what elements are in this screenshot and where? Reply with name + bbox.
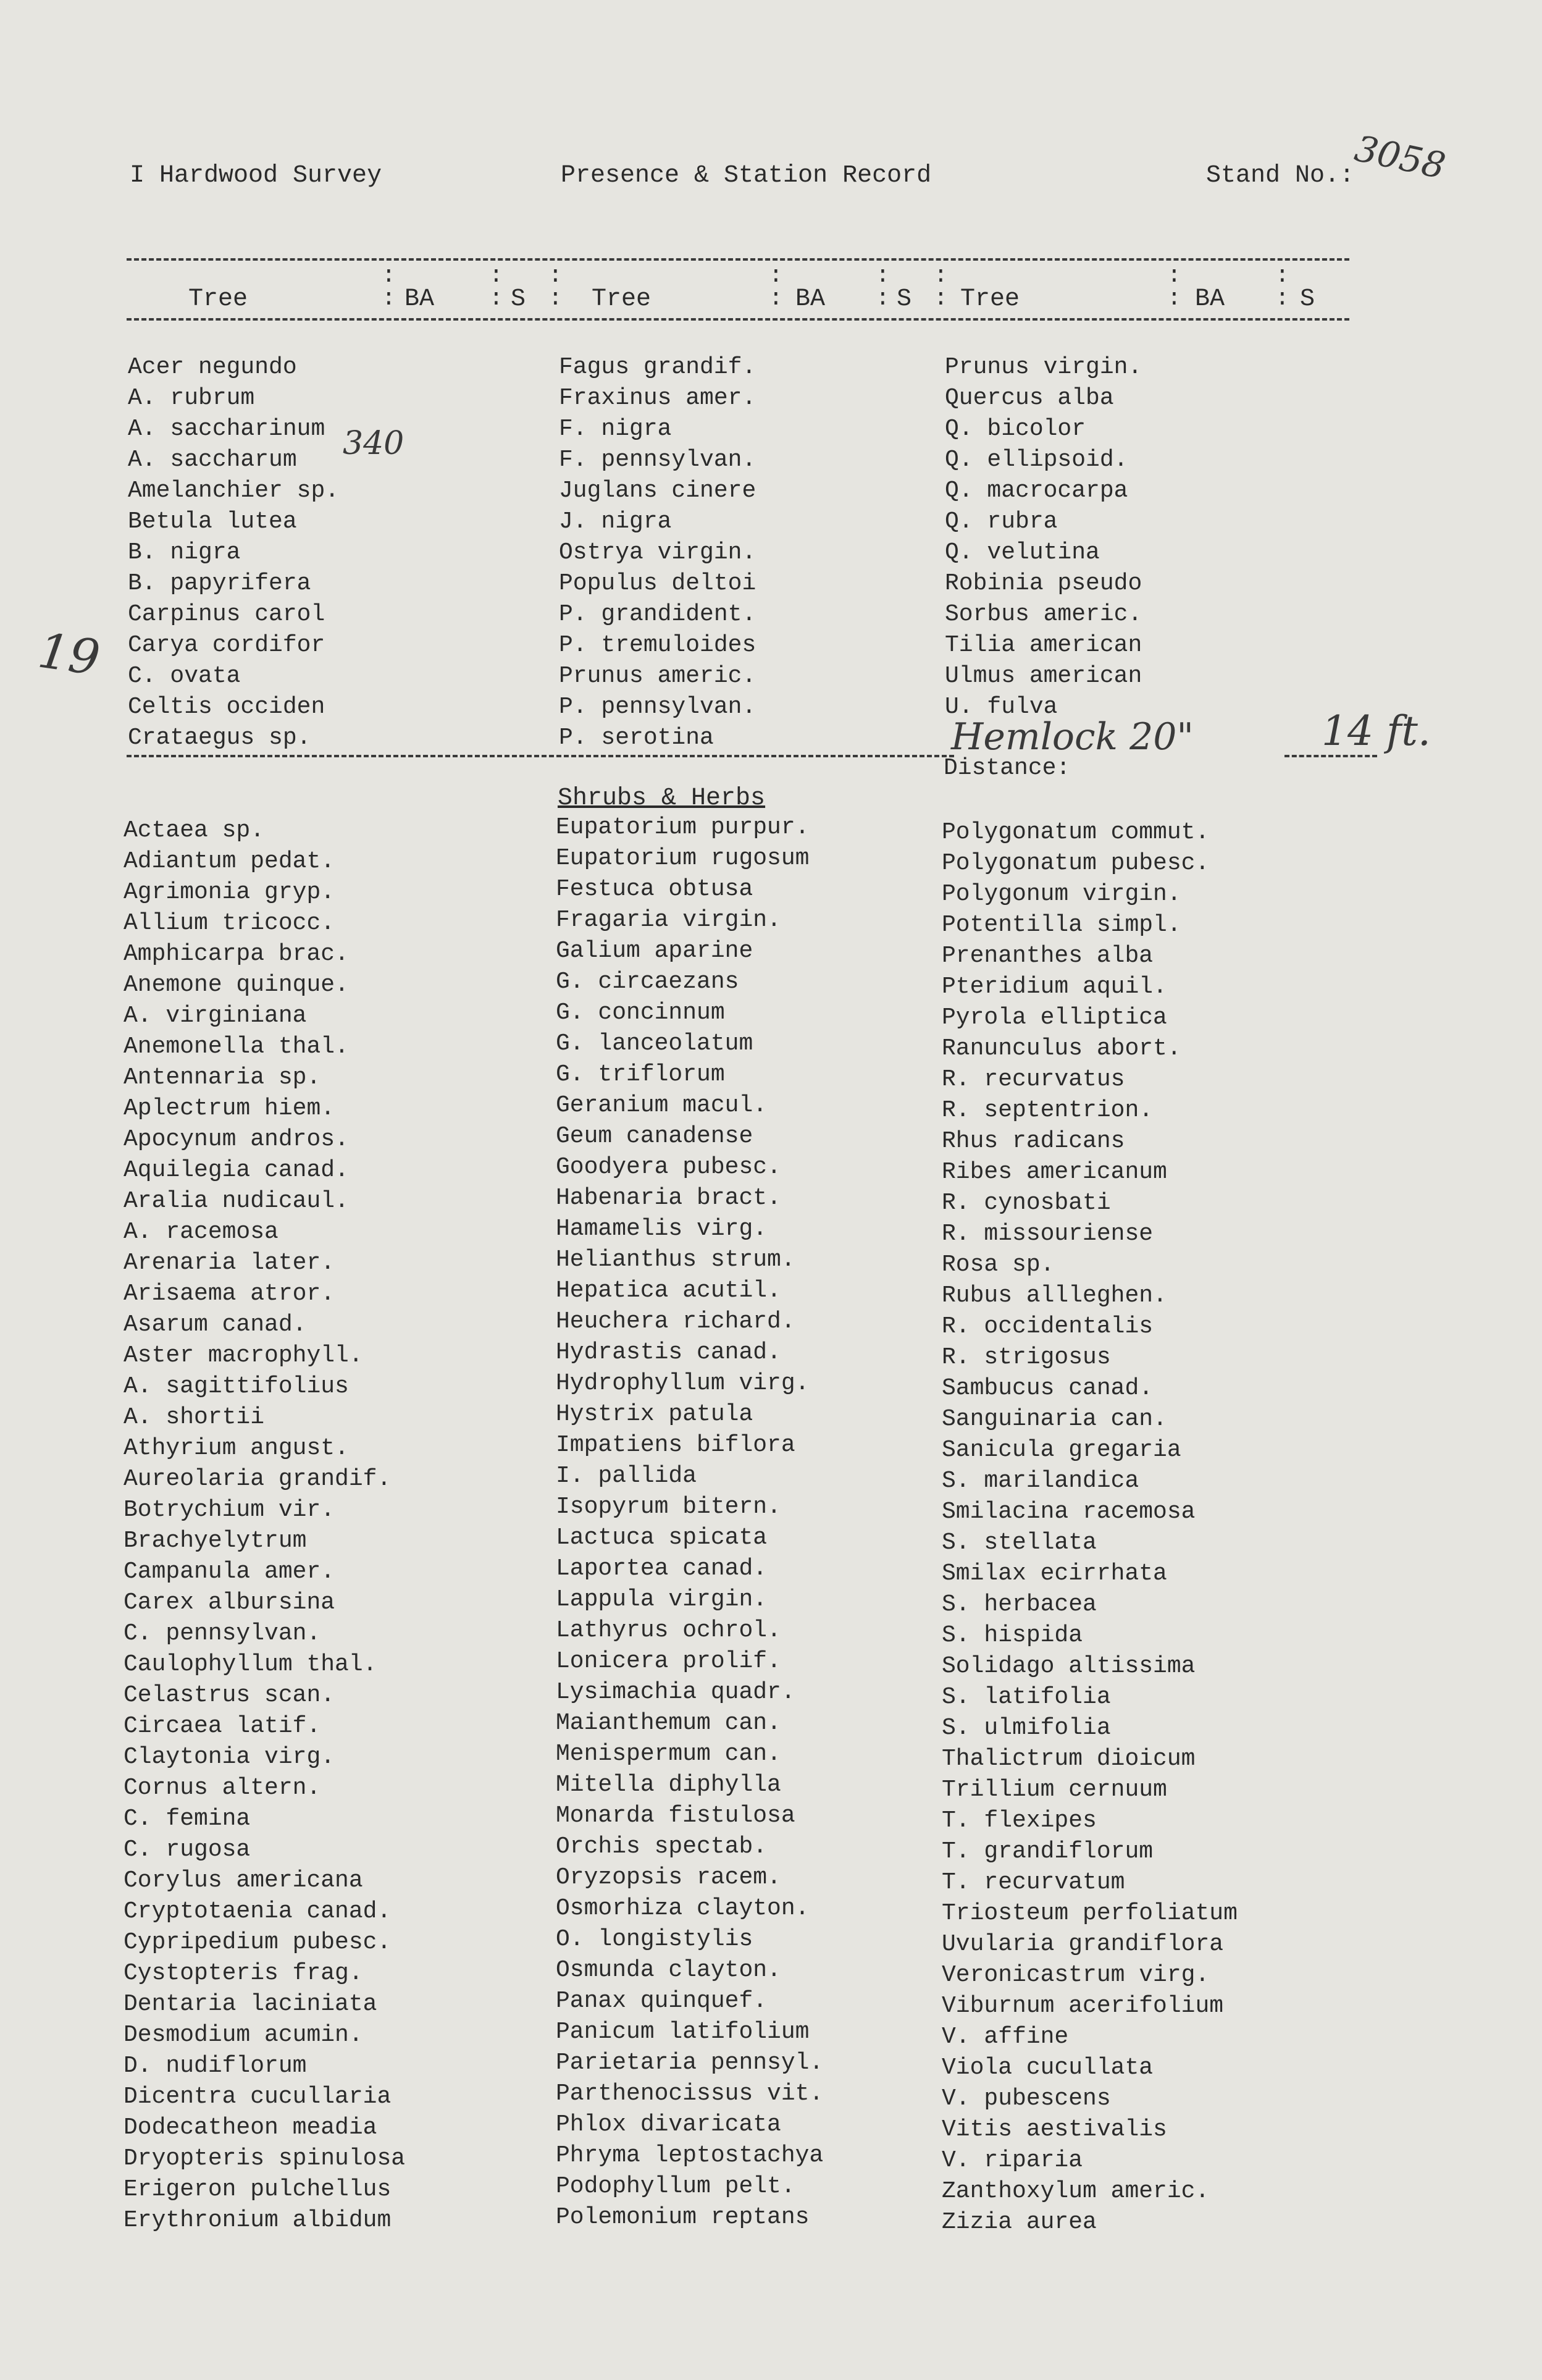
separator-colon: : [769,263,783,289]
herb-species: Prenanthes alba [942,943,1154,969]
col-header-tree-3: Tree [960,285,1020,313]
herb-species: Orchis spectab. [556,1833,768,1860]
tree-species: A. rubrum [128,385,255,411]
herb-species: A. shortii [124,1404,265,1431]
herb-species: Anemone quinque. [124,972,349,998]
herb-species: Circaea latif. [124,1713,321,1739]
herb-species: O. longistylis [556,1926,753,1953]
herb-species: Solidago altissima [942,1653,1196,1680]
herb-species: Caulophyllum thal. [124,1651,377,1678]
herb-species: Polemonium reptans [556,2204,810,2231]
herb-species: Anemonella thal. [124,1033,349,1060]
divider-top [127,258,1349,261]
herb-species: Parietaria pennsyl. [556,2050,824,2076]
herb-species: Smilax ecirrhata [942,1560,1167,1587]
herb-species: Sanicula gregaria [942,1437,1181,1463]
herb-species: Oryzopsis racem. [556,1864,781,1891]
annotation-hemlock: Hemlock 20" [951,715,1194,759]
col-header-s-1: S [511,285,526,313]
tree-species: Juglans cinere [559,477,756,504]
herb-species: Osmunda clayton. [556,1957,781,1983]
annotation-distance: 14 ft. [1322,707,1431,755]
herb-species: V. affine [942,2024,1069,2050]
separator-colon: : [934,263,948,289]
tree-species: F. nigra [559,416,672,442]
herb-species: Phryma leptostachya [556,2142,824,2169]
herb-species: Vitis aestivalis [942,2116,1167,2143]
herb-species: Zanthoxylum americ. [942,2178,1210,2205]
herb-species: Thalictrum dioicum [942,1746,1196,1772]
herb-species: Agrimonia gryp. [124,879,335,906]
herb-species: Geum canadense [556,1123,753,1150]
herb-species: Uvularia grandiflora [942,1931,1224,1957]
tree-species: Crataegus sp. [128,725,311,751]
separator-colon: : [769,285,783,312]
tree-species: A. saccharum [128,447,297,473]
herb-species: Hydrastis canad. [556,1339,781,1366]
tree-species: Populus deltoi [559,570,756,597]
herb-species: Hamamelis virg. [556,1216,768,1242]
herb-species: S. herbacea [942,1591,1097,1618]
separator-colon: : [489,285,503,312]
herb-species: Heuchera richard. [556,1308,795,1335]
herb-species: Monarda fistulosa [556,1802,795,1829]
separator-colon: : [1167,285,1181,312]
herb-species: Aquilegia canad. [124,1157,349,1184]
herb-species: Goodyera pubesc. [556,1154,781,1180]
herb-species: Lappula virgin. [556,1586,768,1613]
herb-species: Menispermum can. [556,1741,781,1767]
tree-species: P. tremuloides [559,632,756,658]
herb-species: Mitella diphylla [556,1772,781,1798]
herb-species: Dentaria laciniata [124,1991,377,2017]
tree-species: P. serotina [559,725,714,751]
herb-species: Habenaria bract. [556,1185,781,1211]
herb-species: Aureolaria grandif. [124,1466,392,1492]
herb-species: Lathyrus ochrol. [556,1617,781,1644]
herb-species: Sanguinaria can. [942,1406,1167,1432]
herb-species: Dodecatheon meadia [124,2114,377,2141]
herb-species: Corylus americana [124,1867,363,1894]
record-title: Presence & Station Record [561,162,932,190]
herb-species: Sambucus canad. [942,1375,1154,1402]
herb-species: Amphicarpa brac. [124,941,349,967]
separator-colon: : [382,285,396,312]
tree-species: C. ovata [128,663,241,689]
herb-species: T. flexipes [942,1807,1097,1834]
separator-colon: : [382,263,396,289]
herb-species: Viola cucullata [942,2054,1154,2081]
herb-species: Erigeron pulchellus [124,2176,392,2203]
herb-species: Maianthemum can. [556,1710,781,1736]
herb-species: S. stellata [942,1529,1097,1556]
tree-list-col-3 [945,352,1142,723]
herb-species: Veronicastrum virg. [942,1962,1210,1988]
herb-species: V. pubescens [942,2085,1111,2112]
tree-list-col-2 [559,352,756,754]
herb-list-col-3 [942,817,1238,2238]
herb-species: Festuca obtusa [556,876,753,902]
tree-species: Ostrya virgin. [559,539,756,566]
distance-label: Distance: [944,755,1071,781]
herb-species: D. nudiflorum [124,2053,307,2079]
herb-species: Geranium macul. [556,1092,768,1119]
tree-species: Q. macrocarpa [945,477,1128,504]
divider-trees-end [127,755,954,757]
herb-species: Impatiens biflora [556,1432,795,1458]
separator-colon: : [876,263,890,289]
tree-species: Fagus grandif. [559,354,756,381]
herb-species: Apocynum andros. [124,1126,349,1153]
herb-species: T. recurvatum [942,1869,1125,1896]
herb-species: Lonicera prolif. [556,1648,781,1675]
herb-species: Polygonatum pubesc. [942,850,1210,877]
col-header-tree-1: Tree [188,285,248,313]
herb-species: G. concinnum [556,999,725,1026]
herb-species: Polygonum virgin. [942,881,1181,907]
herb-species: Phlox divaricata [556,2111,781,2138]
tree-species: Fraxinus amer. [559,385,756,411]
tree-species: Carpinus carol [128,601,325,628]
herb-species: Aster macrophyll. [124,1342,363,1369]
stand-number-handwritten: 3058 [1351,127,1449,187]
tree-species: Q. ellipsoid. [945,447,1128,473]
tree-species: Prunus virgin. [945,354,1142,381]
herb-species: Polygonatum commut. [942,819,1210,846]
herb-species: S. marilandica [942,1468,1139,1494]
herb-species: T. grandiflorum [942,1838,1154,1865]
tree-species: P. grandident. [559,601,756,628]
col-header-ba-2: BA [795,285,826,313]
herb-species: Rosa sp. [942,1251,1055,1278]
herb-species: Cryptotaenia canad. [124,1898,392,1925]
herb-species: C. pennsylvan. [124,1620,321,1647]
herb-species: Campanula amer. [124,1558,335,1585]
herb-species: Rhus radicans [942,1128,1125,1154]
herb-species: V. riparia [942,2147,1083,2174]
herb-species: Arisaema atror. [124,1280,335,1307]
herb-species: C. rugosa [124,1836,251,1863]
tree-species: B. papyrifera [128,570,311,597]
herb-species: Isopyrum bitern. [556,1494,781,1520]
survey-title: I Hardwood Survey [130,162,382,190]
herb-species: Ranunculus abort. [942,1035,1181,1062]
tree-species: B. nigra [128,539,241,566]
herb-species: Carex albursina [124,1589,335,1616]
herb-species: R. septentrion. [942,1097,1154,1124]
shrubs-herbs-heading: Shrubs & Herbs [558,784,766,812]
herb-species: Dryopteris spinulosa [124,2145,406,2172]
tree-species: Tilia american [945,632,1142,658]
herb-species: Dicentra cucullaria [124,2084,392,2110]
tree-species: Q. rubra [945,508,1058,535]
tree-list-col-1 [128,352,339,754]
tree-species: Acer negundo [128,354,297,381]
tree-species: Prunus americ. [559,663,756,689]
tree-species: Celtis occiden [128,694,325,720]
herb-species: Allium tricocc. [124,910,335,936]
herb-species: Trillium cernuum [942,1777,1167,1803]
herb-species: Helianthus strum. [556,1247,795,1273]
herb-species: Hydrophyllum virg. [556,1370,810,1397]
divider-trees-end-right [1284,755,1377,757]
separator-colon: : [876,285,890,312]
stand-no-label: Stand No.: [1206,162,1355,190]
herb-species: I. pallida [556,1463,697,1489]
herb-species: A. virginiana [124,1003,307,1029]
herb-species: S. hispida [942,1622,1083,1649]
herb-species: Cystopteris frag. [124,1960,363,1987]
tree-species: Ulmus american [945,663,1142,689]
herb-species: Erythronium albidum [124,2207,392,2234]
herb-species: Laportea canad. [556,1555,768,1582]
herb-species: Pyrola elliptica [942,1004,1167,1031]
herb-species: Adiantum pedat. [124,848,335,875]
herb-species: Cornus altern. [124,1775,321,1801]
tree-species: Q. velutina [945,539,1100,566]
divider-under-header [127,318,1349,321]
herb-species: S. latifolia [942,1684,1111,1710]
herb-species: C. femina [124,1806,251,1832]
herb-species: Botrychium vir. [124,1497,335,1523]
herb-species: Arenaria later. [124,1250,335,1276]
tree-species: J. nigra [559,508,672,535]
herb-species: Viburnum acerifolium [942,1993,1224,2019]
herb-species: Podophyllum pelt. [556,2173,795,2200]
herb-species: G. circaezans [556,969,739,995]
herb-species: Aplectrum hiem. [124,1095,335,1122]
separator-colon: : [934,285,948,312]
tree-species: Carya cordifor [128,632,325,658]
separator-colon: : [548,285,563,312]
herb-species: Fragaria virgin. [556,907,781,933]
herb-species: Claytonia virg. [124,1744,335,1770]
herb-species: Hepatica acutil. [556,1277,781,1304]
annotation-saccharum-ba: 340 [343,425,404,462]
herb-species: Eupatorium purpur. [556,814,810,841]
herb-species: Panax quinquef. [556,1988,768,2014]
herb-species: Lysimachia quadr. [556,1679,795,1705]
separator-colon: : [548,263,563,289]
herb-species: A. racemosa [124,1219,279,1245]
herb-species: Eupatorium rugosum [556,845,810,872]
herb-species: Antennaria sp. [124,1064,321,1091]
herb-species: Triosteum perfoliatum [942,1900,1238,1927]
herb-species: Hystrix patula [556,1401,753,1428]
separator-colon: : [489,263,503,289]
herb-species: Brachyelytrum [124,1528,307,1554]
herb-species: Parthenocissus vit. [556,2080,824,2107]
col-header-s-2: S [897,285,912,313]
tree-species: Betula lutea [128,508,297,535]
col-header-tree-2: Tree [592,285,652,313]
herb-species: Lactuca spicata [556,1524,768,1551]
tree-species: Q. bicolor [945,416,1086,442]
herb-species: Zizia aurea [942,2209,1097,2235]
herb-species: R. missouriense [942,1221,1154,1247]
tree-species: Quercus alba [945,385,1114,411]
separator-colon: : [1275,263,1289,289]
herb-list-col-1 [124,815,405,2236]
herb-species: Celastrus scan. [124,1682,335,1709]
herb-species: Rubus allleghen. [942,1282,1167,1309]
herb-species: Potentilla simpl. [942,912,1181,938]
herb-species: A. sagittifolius [124,1373,349,1400]
tree-species: U. fulva [945,694,1058,720]
herb-species: Pteridium aquil. [942,973,1167,1000]
herb-species: Cypripedium pubesc. [124,1929,392,1956]
herb-species: Athyrium angust. [124,1435,349,1461]
herb-species: G. triflorum [556,1061,725,1088]
col-header-ba-1: BA [404,285,435,313]
tree-species: Amelanchier sp. [128,477,340,504]
herb-species: S. ulmifolia [942,1715,1111,1741]
tree-species: P. pennsylvan. [559,694,756,720]
herb-species: R. recurvatus [942,1066,1125,1093]
tree-species: Robinia pseudo [945,570,1142,597]
herb-species: R. cynosbati [942,1190,1111,1216]
herb-species: G. lanceolatum [556,1030,753,1057]
herb-species: Ribes americanum [942,1159,1167,1185]
separator-colon: : [1275,285,1289,312]
herb-species: Osmorhiza clayton. [556,1895,810,1922]
herb-species: Galium aparine [556,938,753,964]
tree-species: Sorbus americ. [945,601,1142,628]
herb-species: Desmodium acumin. [124,2022,363,2048]
herb-species: R. occidentalis [942,1313,1154,1340]
herb-list-col-2 [556,812,823,2233]
col-header-s-3: S [1300,285,1315,313]
tree-species: A. saccharinum [128,416,325,442]
herb-species: Panicum latifolium [556,2019,810,2045]
herb-species: Actaea sp. [124,817,265,844]
annotation-margin-number: 19 [35,623,104,687]
herb-species: Smilacina racemosa [942,1499,1196,1525]
tree-species: F. pennsylvan. [559,447,756,473]
col-header-ba-3: BA [1195,285,1225,313]
separator-colon: : [1167,263,1181,289]
herb-species: Asarum canad. [124,1311,307,1338]
herb-species: R. strigosus [942,1344,1111,1371]
herb-species: Aralia nudicaul. [124,1188,349,1214]
